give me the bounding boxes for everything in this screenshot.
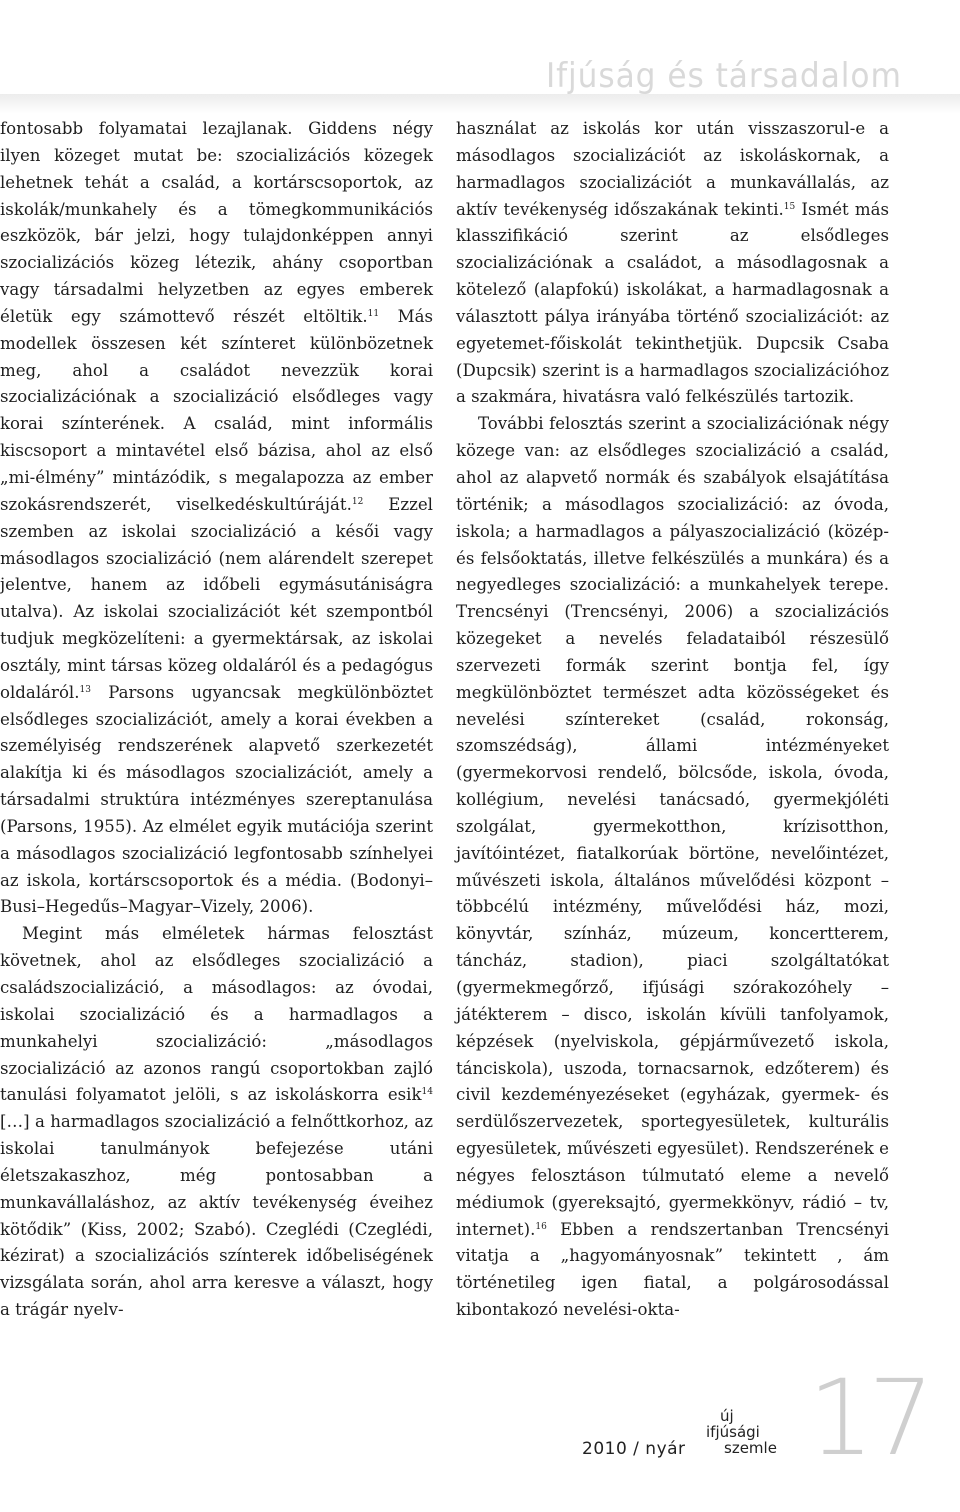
text-run: Megint más elméletek hármas felosztást követnek, ahol az elsődleges szocializáció a családszocializáció, a másodlagos: az óvodai, iskolai szocializáció és a harmadlagos a munkahelyi szocializáció: „másodlagos szocializáció az azonos rangú csoportokban zajló tanulási folyamatot jelöli, s az iskoláskorra esik <box>0 924 433 1105</box>
text-run: Parsons ugyancsak megkülönböztet elsődleges szocializációt, amely a korai években a személyiség rendszerének alapvető szerkezetét alakítja ki és másodlagos szocializációt, amely a társadalmi struktúra intézményes szereptanulása (Parsons, 1955). Az elmélet egyik mutációja szerint a másodlagos szocializáció legfontosabb színhelyei az iskola, kortárscsoportok és a média. (Bodonyi–Busi–Hegedűs–Magyar–Vizely, 2006). <box>0 682 433 917</box>
text-run: fontosabb folyamatai lezajlanak. Giddens négy ilyen közeget mutat be: szocializációs közegek lehetnek tehát a család, a kortárscsoportok, az iskolák/munkahely és a tömegkommunikációs eszközök, bár jelzi, hogy tulajdonképpen annyi szocializációs közeg létezik, ahány csoportban vagy társadalmi helyzetben az egyes emberek életük egy számottevő részét eltöltik. <box>0 119 433 326</box>
footnote-ref: 15 <box>783 201 796 212</box>
paragraph <box>456 411 889 1324</box>
footnote-ref: 12 <box>351 496 364 507</box>
journal-logo <box>702 1408 798 1460</box>
text-run: használat az iskolás kor után visszaszorul-e a másodlagos szocializációt az iskoláskornak, a harmadlagos szocializációt a munkavállalás, az aktív tevékenység időszakának tekinti. <box>456 119 889 219</box>
page-number: 17 <box>808 1357 929 1479</box>
issue-label: 2010 / nyár <box>582 1439 686 1459</box>
running-title: Ifjúság és társadalom <box>546 56 902 96</box>
footnote-ref: 13 <box>79 684 91 695</box>
paragraph <box>456 116 889 411</box>
logo-line: ifjúsági <box>706 1423 760 1441</box>
paragraph <box>0 116 433 921</box>
right-column <box>456 116 889 1324</box>
text-run: További felosztás szerint a szocializációnak négy közege van: az elsődleges szocializáció a család, ahol az alapvető normák és szabályok elsajátítása történik; a másodlagos szocializáció: az óvoda, iskola; a harmadlagos a pályaszocializáció (közép- és felsőoktatás, illetve felkészülés a munkára) és a negyedleges szocializáció: a munkahelyek terepe. Trencsényi (Trencsényi, 2006) a szocializációs közegeket a nevelés feladataiból részesülő szervezeti formák szerint bontja fel, így megkülönböztet természet adta közösségeket és nevelési színtereket (család, rokonság, szomszédság), állami intézményeket (gyermekorvosi rendelő, bölcsőde, iskola, óvoda, kollégium, nevelési tanácsadó, gyermekjóléti szolgálat, gyermekotthon, krízisotthon, javítóintézet, fiatalkorúak börtöne, nevelőintézet, művészeti iskola, általános művelődési központ – többcélú intézmény, művelődési ház, mozi, könyvtár, színház, múzeum, koncertterem, táncház, stadion), piaci szolgáltatókat (gyermekmegőrző, ifjúsági szórakozóhely – játékterem – disco, iskolán kívüli tanfolyamok, képzések (nyelviskola, gépjárművezető iskola, tánciskola), uszoda, tornacsarnok, edzőterem) és civil kezdeményezéseket (egyházak, gyermek- és serdülőszervezetek, sportegyesületek, kulturális egyesületek, művészeti egyesület). Rendszerének e négyes felosztáson túlmutató eleme a nevelő médiumok (gyereksajtó, gyermekkönyv, rádió – tv, internet). <box>456 414 889 1239</box>
footnote-ref: 16 <box>535 1221 547 1232</box>
text-run: Ebben a rendszertanban Trencsényi vitatja a „hagyományosnak” tekintett , ám történetileg igen fiatal, a polgárosodással kibontakozó nevelési-okta- <box>456 1219 889 1320</box>
text-run: Ismét más klasszifikáció szerint az elsődleges szocializációnak a családot, a másodlagosnak a kötelező (alapfokú) iskolákat, a harmadlagosnak a választott pálya irányába történő szocializációt: az egyetemet-főiskolát tekinthetjük. Dupcsik Csaba (Dupcsik) szerint is a harmadlagos szocializációhoz a szakmára, hivatásra való felkészülés tartozik. <box>456 199 889 407</box>
logo-line: szemle <box>724 1439 777 1457</box>
footnote-ref: 11 <box>367 308 380 319</box>
left-column <box>0 116 433 1324</box>
text-run: […] a harmadlagos szocializáció a felnőttkorhoz, az iskolai tanulmányok befejezése utáni életszakaszhoz, még pontosabban a munkavállaláshoz, az aktív tevékenység éveihez kötődik” (Kiss, 2002; Szabó). Czeglédi (Czeglédi, kézirat) a szocializációs színterek időbeliségének vizsgálata során, ahol arra keresve a választ, hogy a trágár nyelv- <box>0 1112 433 1320</box>
header-band <box>0 94 960 114</box>
footnote-ref: 14 <box>421 1087 433 1098</box>
paragraph <box>0 921 433 1324</box>
text-run: Ezzel szemben az iskolai szocializáció a késői vagy másodlagos szocializáció (nem alárendelt szerepet jelentve, hanem az időbeli egymásutániságra utalva). Az iskolai szocializációt két szempontból tudjuk megközelíteni: a gyermektársak, az iskolai osztály, mint társas közeg oldaláról és a pedagógus oldaláról. <box>0 494 433 702</box>
text-run: Más modellek összesen két színteret különbözetnek meg, ahol a családot nevezzük korai szocializációnak a szocializáció elsődleges vagy korai színterének. A család, mint informális kiscsoport a mintavétel első bázisa, ahol az első „mi-élmény” mintázódik, s megalapozza az ember szokásrendszerét, viselkedéskultúráját. <box>0 306 433 514</box>
logo-line: új <box>720 1407 734 1425</box>
